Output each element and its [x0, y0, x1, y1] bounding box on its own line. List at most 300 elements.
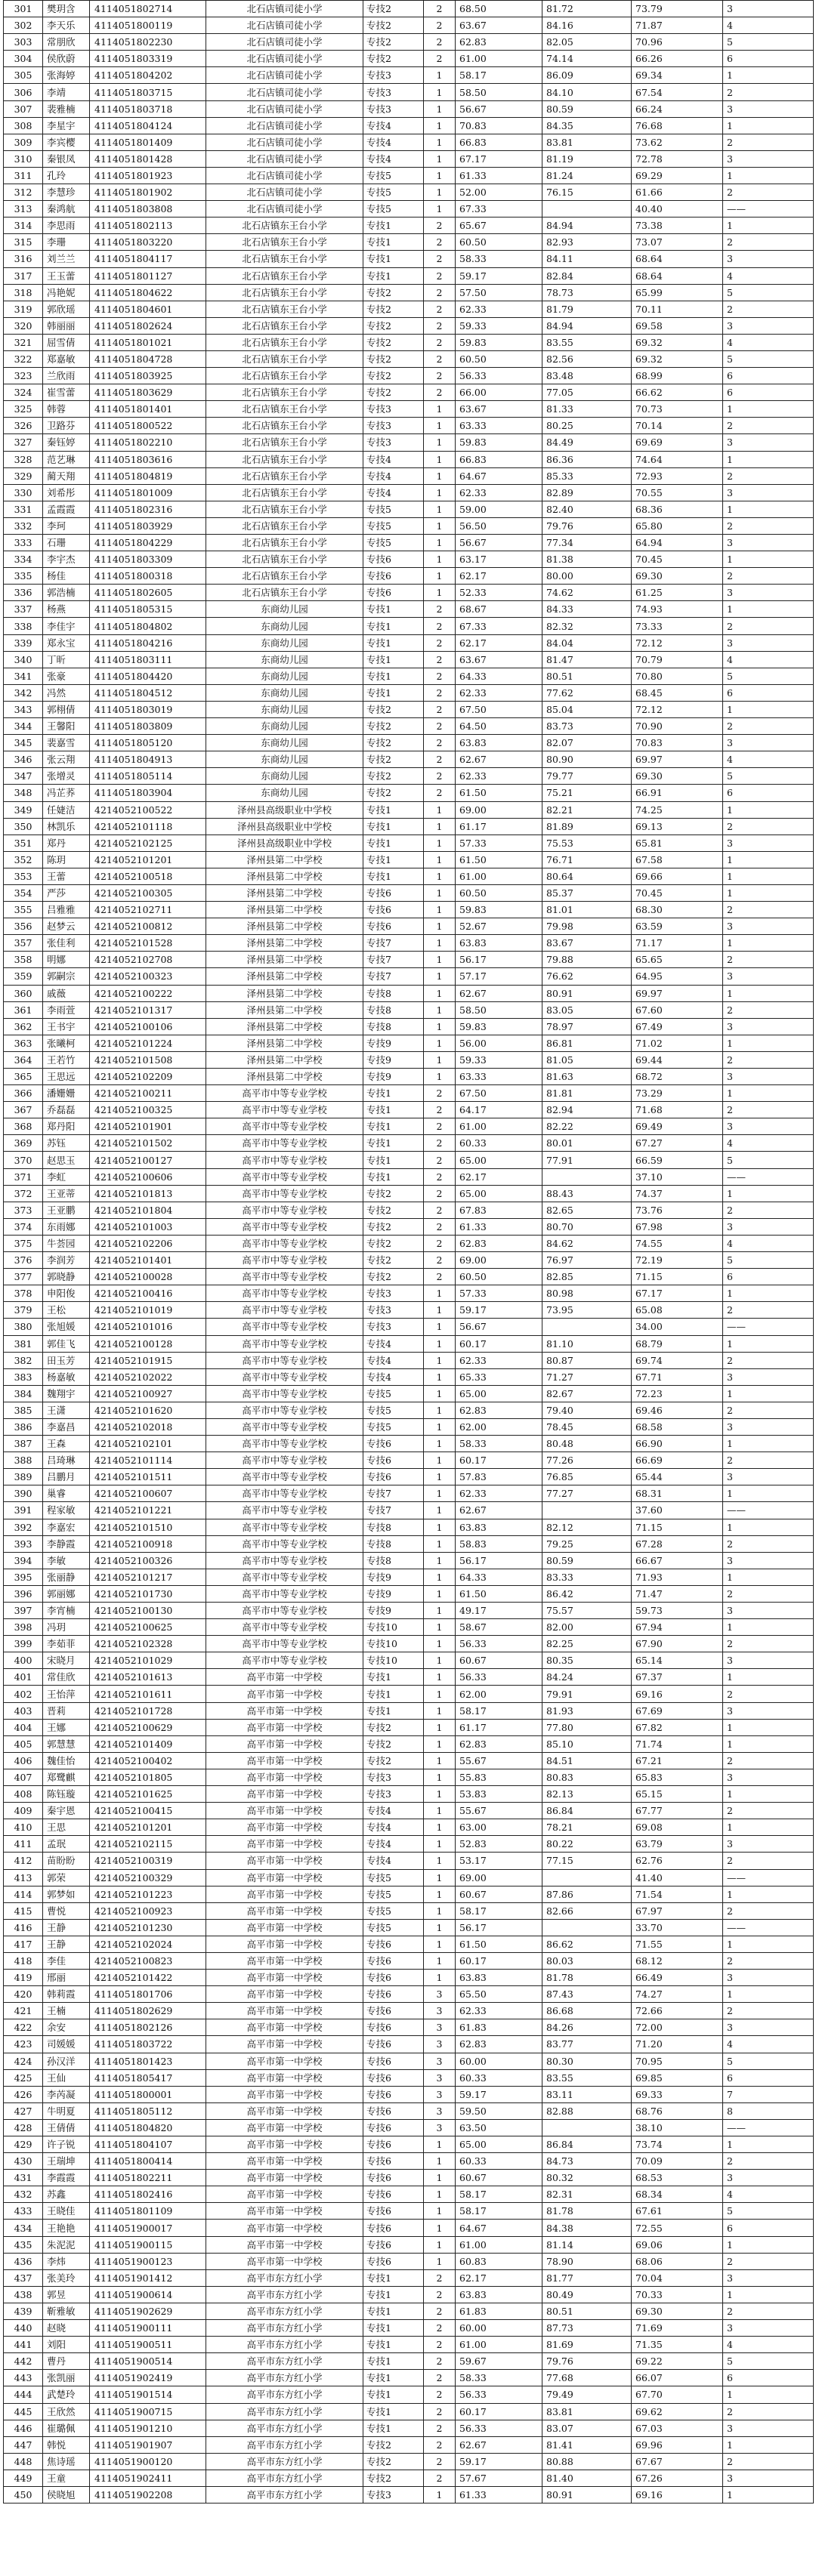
- exam-number-cell: 4114051802113: [90, 217, 206, 234]
- written-score-cell: 67.83: [456, 1202, 542, 1218]
- position-code-cell: 专技1: [363, 2303, 424, 2319]
- position-code-cell: 专技10: [363, 1619, 424, 1636]
- table-row: [4, 2069, 814, 2086]
- employer-unit-cell: 高平市第一中学校: [206, 2253, 363, 2269]
- position-code-cell: 专技4: [363, 117, 424, 134]
- employer-unit-cell: 高平市中等专业学校: [206, 1185, 363, 1202]
- rank-cell: 1: [723, 2486, 814, 2503]
- total-score-cell: 62.76: [632, 1853, 723, 1869]
- candidate-name-cell: 李敏: [43, 1552, 90, 1569]
- quota-cell: 1: [424, 1902, 456, 1919]
- candidate-name-cell: 李星宇: [43, 117, 90, 134]
- written-score-cell: 61.50: [456, 785, 542, 801]
- row-number-cell: 381: [4, 1335, 43, 1352]
- position-code-cell: 专技8: [363, 1552, 424, 1569]
- row-number-cell: 432: [4, 2186, 43, 2203]
- rank-cell: 1: [723, 451, 814, 467]
- quota-cell: 1: [424, 1603, 456, 1619]
- candidate-name-cell: 赵梦云: [43, 918, 90, 935]
- quota-cell: 2: [424, 2453, 456, 2470]
- quota-cell: 2: [424, 234, 456, 251]
- table-row: [4, 2253, 814, 2269]
- rank-cell: 3: [723, 100, 814, 117]
- interview-score-cell: 81.24: [542, 167, 632, 184]
- rank-cell: 1: [723, 1436, 814, 1452]
- position-code-cell: 专技2: [363, 701, 424, 717]
- written-score-cell: 62.17: [456, 634, 542, 651]
- position-code-cell: 专技6: [363, 2170, 424, 2186]
- candidate-name-cell: 刘阳: [43, 2337, 90, 2353]
- quota-cell: 2: [424, 1102, 456, 1118]
- employer-unit-cell: 北石店镇司徒小学: [206, 51, 363, 67]
- rank-cell: 3: [723, 1970, 814, 1986]
- position-code-cell: 专技5: [363, 167, 424, 184]
- employer-unit-cell: 高平市第一中学校: [206, 2136, 363, 2153]
- exam-number-cell: 4114051805114: [90, 768, 206, 785]
- row-number-cell: 433: [4, 2203, 43, 2220]
- employer-unit-cell: 高平市中等专业学校: [206, 1402, 363, 1418]
- total-score-cell: 67.27: [632, 1135, 723, 1152]
- rank-cell: 2: [723, 1452, 814, 1469]
- rank-cell: 6: [723, 2220, 814, 2236]
- rank-cell: 1: [723, 1735, 814, 1752]
- total-score-cell: 67.69: [632, 1702, 723, 1719]
- rank-cell: 2: [723, 418, 814, 434]
- written-score-cell: 56.17: [456, 1552, 542, 1569]
- position-code-cell: 专技5: [363, 1886, 424, 1902]
- exam-number-cell: 4114051902411: [90, 2470, 206, 2486]
- quota-cell: 2: [424, 51, 456, 67]
- written-score-cell: 65.00: [456, 2136, 542, 2153]
- quota-cell: 1: [424, 1385, 456, 1402]
- position-code-cell: 专技7: [363, 935, 424, 952]
- position-code-cell: 专技2: [363, 785, 424, 801]
- row-number-cell: 305: [4, 67, 43, 84]
- row-number-cell: 326: [4, 418, 43, 434]
- position-code-cell: 专技5: [363, 1869, 424, 1886]
- row-number-cell: 314: [4, 217, 43, 234]
- row-number-cell: 374: [4, 1218, 43, 1235]
- row-number-cell: 431: [4, 2170, 43, 2186]
- quota-cell: 1: [424, 1285, 456, 1302]
- quota-cell: 1: [424, 968, 456, 985]
- total-score-cell: 65.81: [632, 835, 723, 851]
- row-number-cell: 337: [4, 601, 43, 618]
- exam-number-cell: 4214052100629: [90, 1719, 206, 1735]
- written-score-cell: 60.67: [456, 1652, 542, 1669]
- table-row: [4, 1202, 814, 1218]
- exam-number-cell: 4114051802624: [90, 317, 206, 334]
- quota-cell: 1: [424, 1001, 456, 1018]
- interview-score-cell: 82.89: [542, 484, 632, 501]
- row-number-cell: 445: [4, 2403, 43, 2420]
- row-number-cell: 418: [4, 1952, 43, 1969]
- written-score-cell: 67.33: [456, 618, 542, 634]
- written-score-cell: 60.00: [456, 2053, 542, 2069]
- candidate-name-cell: 魏佳怡: [43, 1752, 90, 1769]
- table-row: [4, 1735, 814, 1752]
- table-row: [4, 51, 814, 67]
- table-row: [4, 134, 814, 150]
- candidate-name-cell: 郭浩楠: [43, 585, 90, 601]
- candidate-name-cell: 樊玥含: [43, 1, 90, 17]
- row-number-cell: 446: [4, 2420, 43, 2436]
- rank-cell: 1: [723, 1385, 814, 1402]
- interview-score-cell: 82.40: [542, 501, 632, 517]
- interview-score-cell: 76.71: [542, 851, 632, 868]
- position-code-cell: 专技2: [363, 334, 424, 350]
- table-row: [4, 618, 814, 634]
- exam-number-cell: 4114051800119: [90, 17, 206, 34]
- exam-number-cell: 4114051803715: [90, 84, 206, 100]
- interview-score-cell: 82.56: [542, 350, 632, 367]
- rank-cell: 2: [723, 2303, 814, 2319]
- row-number-cell: 420: [4, 1986, 43, 2003]
- exam-number-cell: 4214052100927: [90, 1385, 206, 1402]
- candidate-name-cell: 李宾樱: [43, 134, 90, 150]
- rank-cell: 3: [723, 1418, 814, 1435]
- employer-unit-cell: 高平市第一中学校: [206, 1853, 363, 1869]
- position-code-cell: 专技9: [363, 1035, 424, 1051]
- quota-cell: 1: [424, 884, 456, 901]
- interview-score-cell: [542, 1502, 632, 1519]
- total-score-cell: 71.35: [632, 2337, 723, 2353]
- employer-unit-cell: 高平市中等专业学校: [206, 1319, 363, 1335]
- table-row: [4, 1819, 814, 1836]
- candidate-name-cell: 郭嗣宗: [43, 968, 90, 985]
- quota-cell: 1: [424, 868, 456, 884]
- row-number-cell: 372: [4, 1185, 43, 1202]
- position-code-cell: 专技1: [363, 1686, 424, 1702]
- row-number-cell: 306: [4, 84, 43, 100]
- rank-cell: 2: [723, 1902, 814, 1919]
- row-number-cell: 441: [4, 2337, 43, 2353]
- rank-cell: 1: [723, 2436, 814, 2453]
- employer-unit-cell: 东商幼儿园: [206, 735, 363, 751]
- quota-cell: 3: [424, 2102, 456, 2119]
- candidate-name-cell: 韩丽丽: [43, 317, 90, 334]
- quota-cell: 2: [424, 1135, 456, 1152]
- interview-score-cell: 82.31: [542, 2186, 632, 2203]
- table-row: [4, 1102, 814, 1118]
- written-score-cell: 58.17: [456, 1902, 542, 1919]
- quota-cell: 1: [424, 835, 456, 851]
- total-score-cell: 69.06: [632, 2236, 723, 2253]
- row-number-cell: 318: [4, 284, 43, 301]
- written-score-cell: 58.33: [456, 2370, 542, 2386]
- exam-number-cell: 4114051801706: [90, 1986, 206, 2003]
- table-row: [4, 234, 814, 251]
- interview-score-cell: 81.77: [542, 2269, 632, 2286]
- employer-unit-cell: 东商幼儿园: [206, 651, 363, 668]
- quota-cell: 2: [424, 1152, 456, 1168]
- exam-number-cell: 4214052101019: [90, 1302, 206, 1319]
- employer-unit-cell: 北石店镇东王台小学: [206, 467, 363, 484]
- table-row: [4, 2303, 814, 2319]
- quota-cell: 2: [424, 2353, 456, 2370]
- candidate-name-cell: 蔺天翔: [43, 467, 90, 484]
- quota-cell: 1: [424, 1886, 456, 1902]
- quota-cell: 1: [424, 1535, 456, 1552]
- exam-number-cell: 4114051801902: [90, 184, 206, 201]
- candidate-name-cell: 赵思玉: [43, 1152, 90, 1168]
- total-score-cell: 37.60: [632, 1502, 723, 1519]
- employer-unit-cell: 高平市第一中学校: [206, 1919, 363, 1936]
- rank-cell: 2: [723, 1102, 814, 1118]
- written-score-cell: 61.00: [456, 2236, 542, 2253]
- row-number-cell: 343: [4, 701, 43, 717]
- candidate-name-cell: 李佳: [43, 1952, 90, 1969]
- employer-unit-cell: 高平市东方红小学: [206, 2303, 363, 2319]
- row-number-cell: 384: [4, 1385, 43, 1402]
- interview-score-cell: 81.38: [542, 551, 632, 568]
- employer-unit-cell: 高平市东方红小学: [206, 2353, 363, 2370]
- interview-score-cell: 82.07: [542, 735, 632, 751]
- rank-cell: 3: [723, 150, 814, 167]
- exam-number-cell: 4114051804202: [90, 67, 206, 84]
- employer-unit-cell: 泽州县高级职业中学校: [206, 801, 363, 818]
- position-code-cell: 专技2: [363, 2470, 424, 2486]
- written-score-cell: 62.67: [456, 1502, 542, 1519]
- row-number-cell: 440: [4, 2320, 43, 2337]
- interview-score-cell: 84.51: [542, 1752, 632, 1769]
- exam-number-cell: 4114051803616: [90, 451, 206, 467]
- total-score-cell: 67.90: [632, 1636, 723, 1652]
- exam-number-cell: 4114051801409: [90, 134, 206, 150]
- total-score-cell: 72.93: [632, 467, 723, 484]
- total-score-cell: 69.16: [632, 2486, 723, 2503]
- interview-score-cell: 81.63: [542, 1069, 632, 1085]
- quota-cell: 1: [424, 2236, 456, 2253]
- table-row: [4, 2436, 814, 2453]
- row-number-cell: 377: [4, 1269, 43, 1285]
- position-code-cell: 专技2: [363, 1202, 424, 1218]
- row-number-cell: 359: [4, 968, 43, 985]
- exam-number-cell: 4114051804107: [90, 2136, 206, 2153]
- table-row: [4, 1686, 814, 1702]
- interview-score-cell: 83.81: [542, 134, 632, 150]
- total-score-cell: 73.07: [632, 234, 723, 251]
- written-score-cell: 65.67: [456, 217, 542, 234]
- table-row: [4, 1218, 814, 1235]
- quota-cell: 2: [424, 334, 456, 350]
- row-number-cell: 373: [4, 1202, 43, 1218]
- interview-score-cell: 86.42: [542, 1585, 632, 1602]
- written-score-cell: 60.17: [456, 1335, 542, 1352]
- table-row: [4, 1902, 814, 1919]
- employer-unit-cell: 北石店镇东王台小学: [206, 401, 363, 418]
- written-score-cell: 52.00: [456, 184, 542, 201]
- row-number-cell: 304: [4, 51, 43, 67]
- quota-cell: 1: [424, 1018, 456, 1035]
- total-score-cell: 67.77: [632, 1803, 723, 1819]
- interview-score-cell: 80.01: [542, 1135, 632, 1152]
- total-score-cell: 70.14: [632, 418, 723, 434]
- exam-number-cell: 4114051804728: [90, 350, 206, 367]
- rank-cell: 6: [723, 2370, 814, 2386]
- total-score-cell: 67.03: [632, 2420, 723, 2436]
- exam-number-cell: 4214052101422: [90, 1970, 206, 1986]
- exam-number-cell: 4114051803718: [90, 100, 206, 117]
- quota-cell: 1: [424, 1836, 456, 1853]
- employer-unit-cell: 高平市第一中学校: [206, 2019, 363, 2036]
- employer-unit-cell: 高平市中等专业学校: [206, 1202, 363, 1218]
- employer-unit-cell: 高平市中等专业学校: [206, 1652, 363, 1669]
- employer-unit-cell: 高平市第一中学校: [206, 2203, 363, 2220]
- row-number-cell: 404: [4, 1719, 43, 1735]
- rank-cell: 5: [723, 34, 814, 51]
- total-score-cell: 65.83: [632, 1769, 723, 1785]
- table-row: [4, 2019, 814, 2036]
- exam-number-cell: 4114051803220: [90, 234, 206, 251]
- candidate-name-cell: 李宵楠: [43, 1603, 90, 1619]
- total-score-cell: 66.62: [632, 384, 723, 401]
- interview-score-cell: 84.62: [542, 1235, 632, 1251]
- rank-cell: 2: [723, 2253, 814, 2269]
- row-number-cell: 390: [4, 1485, 43, 1502]
- candidate-name-cell: 王书宇: [43, 1018, 90, 1035]
- quota-cell: 3: [424, 2003, 456, 2019]
- candidate-name-cell: 王玉蕾: [43, 267, 90, 284]
- row-number-cell: 338: [4, 618, 43, 634]
- table-row: [4, 2236, 814, 2253]
- quota-cell: 2: [424, 350, 456, 367]
- quota-cell: 1: [424, 484, 456, 501]
- interview-score-cell: 85.10: [542, 1735, 632, 1752]
- employer-unit-cell: 北石店镇司徒小学: [206, 67, 363, 84]
- interview-score-cell: 82.88: [542, 2102, 632, 2119]
- written-score-cell: 58.17: [456, 2203, 542, 2220]
- table-row: [4, 2036, 814, 2053]
- employer-unit-cell: 高平市中等专业学校: [206, 1168, 363, 1185]
- row-number-cell: 370: [4, 1152, 43, 1168]
- employer-unit-cell: 泽州县第二中学校: [206, 884, 363, 901]
- row-number-cell: 376: [4, 1252, 43, 1269]
- interview-score-cell: 86.81: [542, 1035, 632, 1051]
- row-number-cell: 363: [4, 1035, 43, 1051]
- rank-cell: 1: [723, 1986, 814, 2003]
- row-number-cell: 408: [4, 1786, 43, 1803]
- exam-number-cell: 4114051802714: [90, 1, 206, 17]
- position-code-cell: 专技6: [363, 2053, 424, 2069]
- interview-score-cell: 88.43: [542, 1185, 632, 1202]
- employer-unit-cell: 高平市第一中学校: [206, 1803, 363, 1819]
- position-code-cell: 专技6: [363, 2186, 424, 2203]
- quota-cell: 1: [424, 2203, 456, 2220]
- total-score-cell: 73.29: [632, 1085, 723, 1102]
- quota-cell: 2: [424, 2420, 456, 2436]
- exam-number-cell: 4214052100522: [90, 801, 206, 818]
- interview-score-cell: 81.93: [542, 1702, 632, 1719]
- table-row: [4, 701, 814, 717]
- exam-number-cell: 4114051804819: [90, 467, 206, 484]
- employer-unit-cell: 高平市第一中学校: [206, 1886, 363, 1902]
- interview-score-cell: 82.93: [542, 234, 632, 251]
- interview-score-cell: 82.21: [542, 801, 632, 818]
- quota-cell: 2: [424, 651, 456, 668]
- row-number-cell: 341: [4, 668, 43, 684]
- exam-number-cell: 4114051804117: [90, 251, 206, 267]
- total-score-cell: 68.36: [632, 501, 723, 517]
- position-code-cell: 专技4: [363, 467, 424, 484]
- total-score-cell: 68.34: [632, 2186, 723, 2203]
- employer-unit-cell: 北石店镇东王台小学: [206, 384, 363, 401]
- exam-number-cell: 4114051801127: [90, 267, 206, 284]
- interview-score-cell: 75.53: [542, 835, 632, 851]
- exam-number-cell: 4114051802210: [90, 434, 206, 451]
- rank-cell: 4: [723, 751, 814, 768]
- employer-unit-cell: 高平市中等专业学校: [206, 1636, 363, 1652]
- exam-number-cell: 4214052101317: [90, 1001, 206, 1018]
- candidate-name-cell: 东雨娜: [43, 1218, 90, 1235]
- row-number-cell: 399: [4, 1636, 43, 1652]
- interview-score-cell: 81.69: [542, 2337, 632, 2353]
- interview-score-cell: 76.85: [542, 1469, 632, 1485]
- total-score-cell: 61.66: [632, 184, 723, 201]
- quota-cell: 2: [424, 2470, 456, 2486]
- table-row: [4, 2153, 814, 2170]
- candidate-name-cell: 赵晓: [43, 2320, 90, 2337]
- row-number-cell: 301: [4, 1, 43, 17]
- rank-cell: 3: [723, 2470, 814, 2486]
- candidate-name-cell: 王亚蒂: [43, 1185, 90, 1202]
- candidate-name-cell: 王思远: [43, 1069, 90, 1085]
- rank-cell: 2: [723, 134, 814, 150]
- exam-number-cell: 4114051803629: [90, 384, 206, 401]
- table-row: [4, 1168, 814, 1185]
- interview-score-cell: 82.66: [542, 1902, 632, 1919]
- rank-cell: 1: [723, 117, 814, 134]
- position-code-cell: 专技6: [363, 585, 424, 601]
- candidate-name-cell: 任婕洁: [43, 801, 90, 818]
- quota-cell: 1: [424, 551, 456, 568]
- rank-cell: 5: [723, 668, 814, 684]
- quota-cell: 2: [424, 601, 456, 618]
- candidate-name-cell: 苏鑫: [43, 2186, 90, 2203]
- employer-unit-cell: 高平市中等专业学校: [206, 1118, 363, 1135]
- candidate-name-cell: 邢丽: [43, 1970, 90, 1986]
- row-number-cell: 391: [4, 1502, 43, 1519]
- rank-cell: 3: [723, 2320, 814, 2337]
- interview-score-cell: 84.33: [542, 601, 632, 618]
- row-number-cell: 334: [4, 551, 43, 568]
- written-score-cell: 57.33: [456, 835, 542, 851]
- rank-cell: 3: [723, 835, 814, 851]
- total-score-cell: 70.55: [632, 484, 723, 501]
- quota-cell: 2: [424, 1185, 456, 1202]
- rank-cell: 1: [723, 1936, 814, 1952]
- interview-score-cell: 81.72: [542, 1, 632, 17]
- rank-cell: 1: [723, 1886, 814, 1902]
- total-score-cell: 69.62: [632, 2403, 723, 2420]
- table-row: [4, 735, 814, 751]
- employer-unit-cell: 北石店镇司徒小学: [206, 34, 363, 51]
- candidate-name-cell: 裴雅楠: [43, 100, 90, 117]
- employer-unit-cell: 高平市第一中学校: [206, 1952, 363, 1969]
- position-code-cell: 专技8: [363, 1001, 424, 1018]
- rank-cell: 6: [723, 368, 814, 384]
- position-code-cell: 专技3: [363, 100, 424, 117]
- row-number-cell: 322: [4, 350, 43, 367]
- table-row: [4, 1436, 814, 1452]
- written-score-cell: 66.83: [456, 134, 542, 150]
- employer-unit-cell: 北石店镇东王台小学: [206, 368, 363, 384]
- written-score-cell: 58.50: [456, 1001, 542, 1018]
- candidate-name-cell: 严莎: [43, 884, 90, 901]
- position-code-cell: 专技4: [363, 150, 424, 167]
- table-row: [4, 2003, 814, 2019]
- written-score-cell: 63.17: [456, 551, 542, 568]
